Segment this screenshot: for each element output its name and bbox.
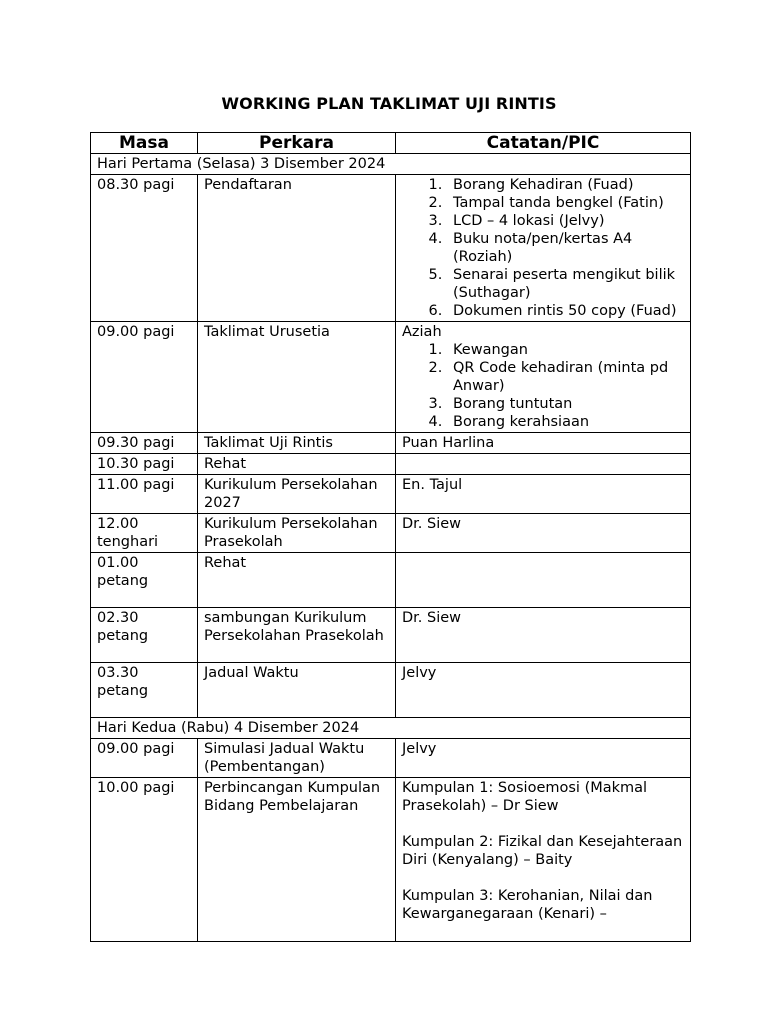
pic-name: Aziah — [402, 324, 442, 340]
catatan-cell — [396, 322, 691, 433]
day-one-heading: Hari Pertama (Selasa) 3 Disember 2024 — [91, 154, 691, 175]
catatan-cell: Puan Harlina — [396, 433, 691, 454]
list-item: 2. QR Code kehadiran (minta pd Anwar) — [447, 359, 684, 395]
perkara-cell: sambungan Kurikulum Persekolahan Prasekolah — [198, 608, 396, 663]
catatan-cell — [396, 553, 691, 608]
masa-cell: 02.30 petang — [91, 608, 198, 663]
perkara-cell: Simulasi Jadual Waktu (Pembentangan) — [198, 739, 396, 778]
catatan-cell — [396, 778, 691, 942]
perkara-cell: Taklimat Uji Rintis — [198, 433, 396, 454]
catatan-cell — [396, 454, 691, 475]
perkara-cell: Taklimat Urusetia — [198, 322, 396, 433]
header-perkara: Perkara — [198, 133, 396, 154]
table-row — [91, 663, 691, 718]
list-item: 4. Borang kerahsiaan — [447, 413, 684, 431]
checklist — [402, 341, 684, 431]
catatan-cell: Jelvy — [396, 739, 691, 778]
list-item: 1. Kewangan — [447, 341, 684, 359]
masa-cell: 09.30 pagi — [91, 433, 198, 454]
day-row — [91, 154, 691, 175]
table-row — [91, 514, 691, 553]
header-masa: Masa — [91, 133, 198, 154]
table-row — [91, 175, 691, 322]
table-row — [91, 739, 691, 778]
list-item: 3. Borang tuntutan — [447, 395, 684, 413]
perkara-cell: Kurikulum Persekolahan Prasekolah — [198, 514, 396, 553]
group-note: Kumpulan 2: Fizikal dan Kesejahteraan Diri (Kenyalang) – Baity — [402, 834, 683, 868]
table-row — [91, 475, 691, 514]
header-catatan: Catatan/PIC — [396, 133, 691, 154]
catatan-cell: Dr. Siew — [396, 514, 691, 553]
perkara-cell: Jadual Waktu — [198, 663, 396, 718]
schedule-table — [90, 132, 691, 942]
perkara-cell — [198, 778, 396, 942]
masa-cell: 03.30 petang — [91, 663, 198, 718]
group-note: Kumpulan 1: Sosioemosi (Makmal Prasekolah) – Dr Siew — [402, 780, 648, 814]
masa-cell: 12.00 tenghari — [91, 514, 198, 553]
group-notes — [402, 779, 684, 940]
perkara-cell: Rehat — [198, 553, 396, 608]
masa-cell: 11.00 pagi — [91, 475, 198, 514]
list-item: 4. Buku nota/pen/kertas A4 (Roziah) — [447, 230, 684, 266]
table-row — [91, 433, 691, 454]
masa-cell: 09.00 pagi — [91, 322, 198, 433]
catatan-cell: Dr. Siew — [396, 608, 691, 663]
table-row — [91, 778, 691, 942]
list-item: 1. Borang Kehadiran (Fuad) — [447, 176, 684, 194]
masa-cell: 01.00 petang — [91, 553, 198, 608]
perkara-cell: Kurikulum Persekolahan 2027 — [198, 475, 396, 514]
day-two-heading: Hari Kedua (Rabu) 4 Disember 2024 — [91, 718, 691, 739]
masa-cell: 10.30 pagi — [91, 454, 198, 475]
list-item: 5. Senarai peserta mengikut bilik (Suthagar) — [447, 266, 684, 302]
perkara-cell: Pendaftaran — [198, 175, 396, 322]
table-row — [91, 553, 691, 608]
day-row — [91, 718, 691, 739]
perkara-text: Perbincangan Kumpulan Bidang Pembelajaran — [204, 780, 381, 814]
masa-cell: 08.30 pagi — [91, 175, 198, 322]
document-title: WORKING PLAN TAKLIMAT UJI RINTIS — [221, 94, 557, 113]
list-item: 3. LCD – 4 lokasi (Jelvy) — [447, 212, 684, 230]
table-row — [91, 608, 691, 663]
checklist — [402, 176, 684, 320]
catatan-cell — [396, 175, 691, 322]
perkara-cell: Rehat — [198, 454, 396, 475]
group-note: Kumpulan 3: Kerohanian, Nilai dan Kewarganegaraan (Kenari) – — [402, 888, 653, 922]
masa-cell: 09.00 pagi — [91, 739, 198, 778]
list-item: 2. Tampal tanda bengkel (Fatin) — [447, 194, 684, 212]
masa-cell — [91, 778, 198, 942]
masa-text: 10.00 pagi — [97, 780, 175, 796]
table-row — [91, 454, 691, 475]
catatan-cell: En. Tajul — [396, 475, 691, 514]
catatan-cell: Jelvy — [396, 663, 691, 718]
table-header-row — [91, 133, 691, 154]
list-item: 6. Dokumen rintis 50 copy (Fuad) — [447, 302, 684, 320]
table-row — [91, 322, 691, 433]
